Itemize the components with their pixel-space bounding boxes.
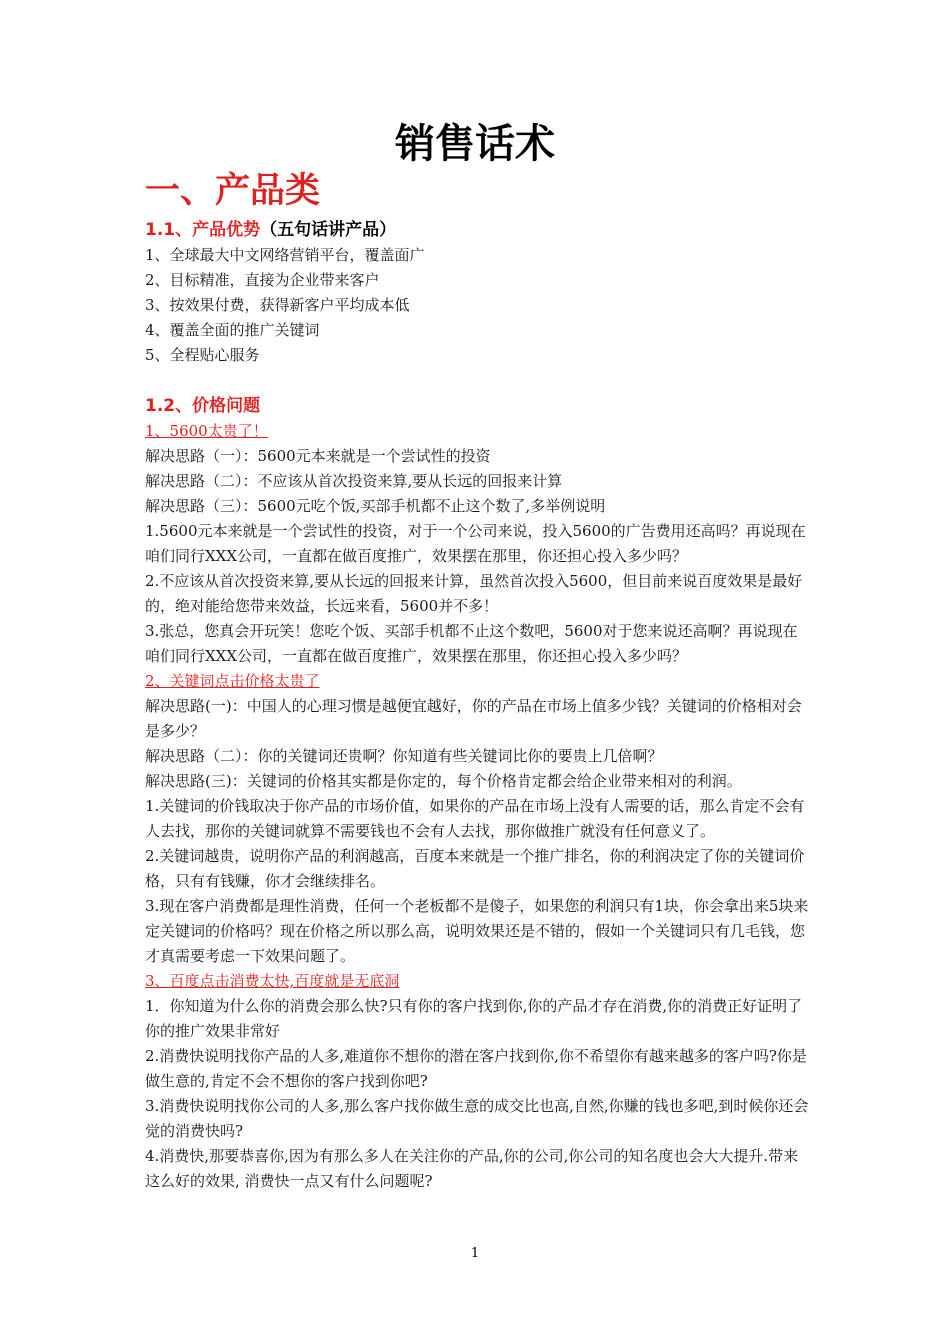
- subsection-heading-advantages-note: （五句话讲产品）: [260, 220, 397, 240]
- question-title-3: 3、百度点击消费太快,百度就是无底洞: [145, 972, 400, 990]
- document-body: [145, 216, 810, 1194]
- paragraph: 2.消费快说明找你产品的人多,难道你不想你的潜在客户找到你,你不希望你有越来越多的客户吗?你是做生意的,肯定不会不想你的客户找到你吧?: [145, 1047, 807, 1090]
- list-item: 5、全程贴心服务: [145, 346, 260, 364]
- paragraph: 解决思路（一）：5600元本来就是一个尝试性的投资: [145, 447, 491, 465]
- paragraph: 2.关键词越贵，说明你产品的利润越高，百度本来就是一个推广排名，你的利润决定了你的关键词价格，只有有钱赚，你才会继续排名。: [145, 847, 805, 890]
- paragraph: 2.不应该从首次投资来算,要从长远的回报来计算，虽然首次投入5600，但目前来说百度效果是最好的，绝对能给您带来效益，长远来看，5600并不多！: [145, 572, 803, 615]
- paragraph: 解决思路（二）：不应该从首次投资来算,要从长远的回报来计算: [145, 472, 563, 490]
- paragraph: 解决思路(三)：关键词的价格其实都是你定的，每个价格肯定都会给企业带来相对的利润。: [145, 772, 742, 790]
- page-number: 1: [470, 1246, 480, 1261]
- document-title: 销售话术: [395, 121, 555, 167]
- subsection-heading-price: [145, 394, 810, 419]
- paragraph: 解决思路（二）：你的关键词还贵啊？你知道有些关键词比你的要贵上几倍啊？: [145, 747, 663, 765]
- paragraph: 1．你知道为什么你的消费会那么快?只有你的客户找到你,你的产品才存在消费,你的消费正好证明了你的推广效果非常好: [145, 997, 803, 1040]
- subsection-heading-advantages-main: 1.1、产品优势: [145, 220, 261, 240]
- list-item: 2、目标精准，直接为企业带来客户: [145, 271, 380, 289]
- question-title-1: 1、5600太贵了！: [145, 422, 268, 440]
- section-heading-products: 一、产品类: [145, 171, 321, 211]
- subsection-heading-advantages: [145, 218, 810, 243]
- paragraph: 1.5600元本来就是一个尝试性的投资，对于一个公司来说，投入5600的广告费用还高吗？再说现在咱们同行XXX公司，一直都在做百度推广，效果摆在那里，你还担心投入多少吗？: [145, 522, 806, 565]
- list-item: 3、按效果付费，获得新客户平均成本低: [145, 296, 410, 314]
- paragraph: 3.现在客户消费都是理性消费，任何一个老板都不是傻子，如果您的利润只有1块，你会拿出来5块来定关键词的价格吗？现在价格之所以那么高，说明效果还是不错的，假如一个关键词只有几毛钱，您才真需要考虑一下效果问题了。: [145, 897, 809, 965]
- list-item: 1、全球最大中文网络营销平台，覆盖面广: [145, 246, 425, 264]
- spacer: [145, 368, 810, 392]
- paragraph: 3.张总，您真会开玩笑！您吃个饭、买部手机都不止这个数吧，5600对于您来说还高啊？再说现在咱们同行XXX公司，一直都在做百度推广，效果摆在那里，你还担心投入多少吗？: [145, 622, 798, 665]
- paragraph: 3.消费快说明找你公司的人多,那么客户找你做生意的成交比也高,自然,你赚的钱也多吧,到时候你还会觉的消费快吗?: [145, 1097, 809, 1140]
- paragraph: 解决思路(一)：中国人的心理习惯是越便宜越好，你的产品在市场上值多少钱？关键词的价格相对会是多少？: [145, 697, 802, 740]
- paragraph: 4.消费快,那要恭喜你,因为有那么多人在关注你的产品,你的公司,你公司的知名度也会大大提升.带来这么好的效果, 消费快一点又有什么问题呢?: [145, 1147, 799, 1190]
- question-title-2: 2、关键词点击价格太贵了: [145, 672, 320, 690]
- subsection-heading-price-text: 1.2、价格问题: [145, 396, 261, 416]
- paragraph: 解决思路（三）：5600元吃个饭,买部手机都不止这个数了,多举例说明: [145, 497, 606, 515]
- list-item: 4、覆盖全面的推广关键词: [145, 321, 320, 339]
- paragraph: 1.关键词的价钱取决于你产品的市场价值，如果你的产品在市场上没有人需要的话，那么肯定不会有人去找，那你的关键词就算不需要钱也不会有人去找，那你做推广就没有任何意义了。: [145, 797, 805, 840]
